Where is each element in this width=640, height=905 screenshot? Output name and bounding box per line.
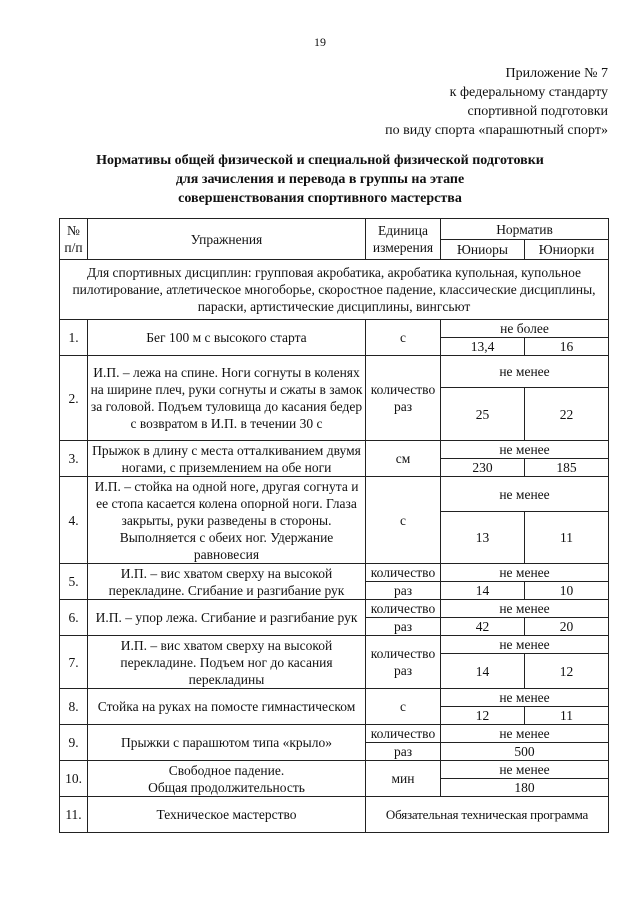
- exercise-cell: Техническое мастерство: [88, 797, 366, 833]
- row-number: 9.: [60, 725, 88, 761]
- unit-cell: количество: [366, 600, 441, 618]
- table-row: [60, 356, 609, 388]
- exercise-cell: И.П. – стойка на одной ноге, другая согнута и ее стопа касается колена опорной ноги. Глаза закрыты, руки разведены в стороны. Выполняется с обеих ног. Удержание равновесия: [88, 477, 366, 564]
- section-row: [60, 260, 609, 320]
- row-number: 3.: [60, 441, 88, 477]
- junior-women-value: 12: [525, 654, 609, 689]
- table-row: [60, 477, 609, 512]
- table-row: [60, 761, 609, 779]
- juniors-value: 14: [441, 582, 525, 600]
- unit-cell: количество: [366, 725, 441, 743]
- appendix-reference: [385, 64, 608, 140]
- header-unit-line: измерения: [372, 240, 434, 255]
- table-row: [60, 600, 609, 618]
- unit-cell: раз: [366, 582, 441, 600]
- appendix-line: спортивной подготовки: [467, 104, 608, 119]
- junior-women-value: 185: [525, 459, 609, 477]
- table-row: [60, 797, 609, 833]
- header-number-line: №: [67, 223, 80, 238]
- appendix-line: Приложение № 7: [505, 66, 608, 81]
- unit-cell: раз: [366, 618, 441, 636]
- juniors-value: 12: [441, 707, 525, 725]
- row-number: 4.: [60, 477, 88, 564]
- condition-cell: не менее: [441, 477, 609, 512]
- row-number: 2.: [60, 356, 88, 441]
- condition-cell: не менее: [441, 761, 609, 779]
- row-number: 7.: [60, 636, 88, 689]
- header-row: [60, 219, 609, 240]
- exercise-cell: [88, 761, 366, 797]
- appendix-line: по виду спорта «парашютный спорт»: [385, 123, 608, 138]
- condition-cell: не менее: [441, 564, 609, 582]
- title-line: для зачисления и перевода в группы на этапе: [175, 172, 465, 187]
- junior-women-value: 11: [525, 512, 609, 564]
- condition-cell: не менее: [441, 441, 609, 459]
- table-row: [60, 441, 609, 459]
- exercise-cell: Прыжок в длину с места отталкиванием двумя ногами, с приземлением на обе ноги: [88, 441, 366, 477]
- row-number: 1.: [60, 320, 88, 356]
- exercise-cell: Прыжки с парашютом типа «крыло»: [88, 725, 366, 761]
- unit-cell: количество раз: [366, 356, 441, 441]
- exercise-cell: И.П. – упор лежа. Сгибание и разгибание рук: [88, 600, 366, 636]
- header-number-cell: [60, 219, 88, 260]
- juniors-value: 25: [441, 388, 525, 441]
- section-disciplines: Для спортивных дисциплин: групповая акробатика, акробатика купольная, купольное пилотирование, атлетическое многоборье, скоростное падение, классические дисциплины, параски, артистические дисциплины, вингсьют: [60, 260, 609, 320]
- condition-cell: не менее: [441, 636, 609, 654]
- header-norm: Норматив: [441, 219, 609, 240]
- header-junior-women: Юниорки: [525, 240, 609, 260]
- exercise-cell: И.П. – лежа на спине. Ноги согнуты в коленях на ширине плеч, руки согнуты и сжаты в замок за головой. Подъем туловища до касания бедер с возвратом в И.П. в течении 30 с: [88, 356, 366, 441]
- exercise-cell: Стойка на руках на помосте гимнастическом: [88, 689, 366, 725]
- condition-cell: не менее: [441, 725, 609, 743]
- header-exercise: Упражнения: [88, 219, 366, 260]
- juniors-value: 230: [441, 459, 525, 477]
- table-row: [60, 636, 609, 654]
- document-title: [40, 151, 600, 208]
- junior-women-value: 10: [525, 582, 609, 600]
- exercise-cell: И.П. – вис хватом сверху на высокой перекладине. Подъем ног до касания перекладины: [88, 636, 366, 689]
- row-number: 6.: [60, 600, 88, 636]
- junior-women-value: 16: [525, 338, 609, 356]
- norm-value: 180: [441, 779, 609, 797]
- table-row: [60, 689, 609, 707]
- unit-cell: количество раз: [366, 636, 441, 689]
- juniors-value: 42: [441, 618, 525, 636]
- title-line: Нормативы общей физической и специальной физической подготовки: [96, 153, 544, 168]
- condition-cell: не более: [441, 320, 609, 338]
- juniors-value: 13,4: [441, 338, 525, 356]
- exercise-line: Общая продолжительность: [148, 779, 305, 795]
- row-number: 8.: [60, 689, 88, 725]
- unit-cell: см: [366, 441, 441, 477]
- unit-cell: раз: [366, 743, 441, 761]
- row-number: 11.: [60, 797, 88, 833]
- header-unit-cell: [366, 219, 441, 260]
- unit-cell: количество: [366, 564, 441, 582]
- table-row: [60, 725, 609, 743]
- unit-cell: с: [366, 477, 441, 564]
- table-row: [60, 320, 609, 338]
- exercise-cell: Бег 100 м с высокого старта: [88, 320, 366, 356]
- junior-women-value: 11: [525, 707, 609, 725]
- header-juniors: Юниоры: [441, 240, 525, 260]
- junior-women-value: 20: [525, 618, 609, 636]
- unit-cell: с: [366, 689, 441, 725]
- juniors-value: 14: [441, 654, 525, 689]
- unit-cell: мин: [366, 761, 441, 797]
- junior-women-value: 22: [525, 388, 609, 441]
- condition-cell: не менее: [441, 689, 609, 707]
- exercise-line: Свободное падение.: [168, 762, 285, 778]
- condition-cell: не менее: [441, 600, 609, 618]
- row-number: 5.: [60, 564, 88, 600]
- condition-cell: не менее: [441, 356, 609, 388]
- norm-value: 500: [441, 743, 609, 761]
- norms-table: [59, 218, 609, 833]
- appendix-line: к федеральному стандарту: [449, 85, 608, 100]
- norm-value: Обязательная техническая программа: [366, 797, 609, 833]
- page-number: 19: [314, 35, 326, 49]
- header-number-line: п/п: [64, 240, 83, 255]
- header-unit-line: Единица: [377, 223, 428, 238]
- row-number: 10.: [60, 761, 88, 797]
- title-line: совершенствования спортивного мастерства: [178, 191, 462, 206]
- unit-cell: с: [366, 320, 441, 356]
- exercise-cell: И.П. – вис хватом сверху на высокой перекладине. Сгибание и разгибание рук: [88, 564, 366, 600]
- juniors-value: 13: [441, 512, 525, 564]
- table-row: [60, 564, 609, 582]
